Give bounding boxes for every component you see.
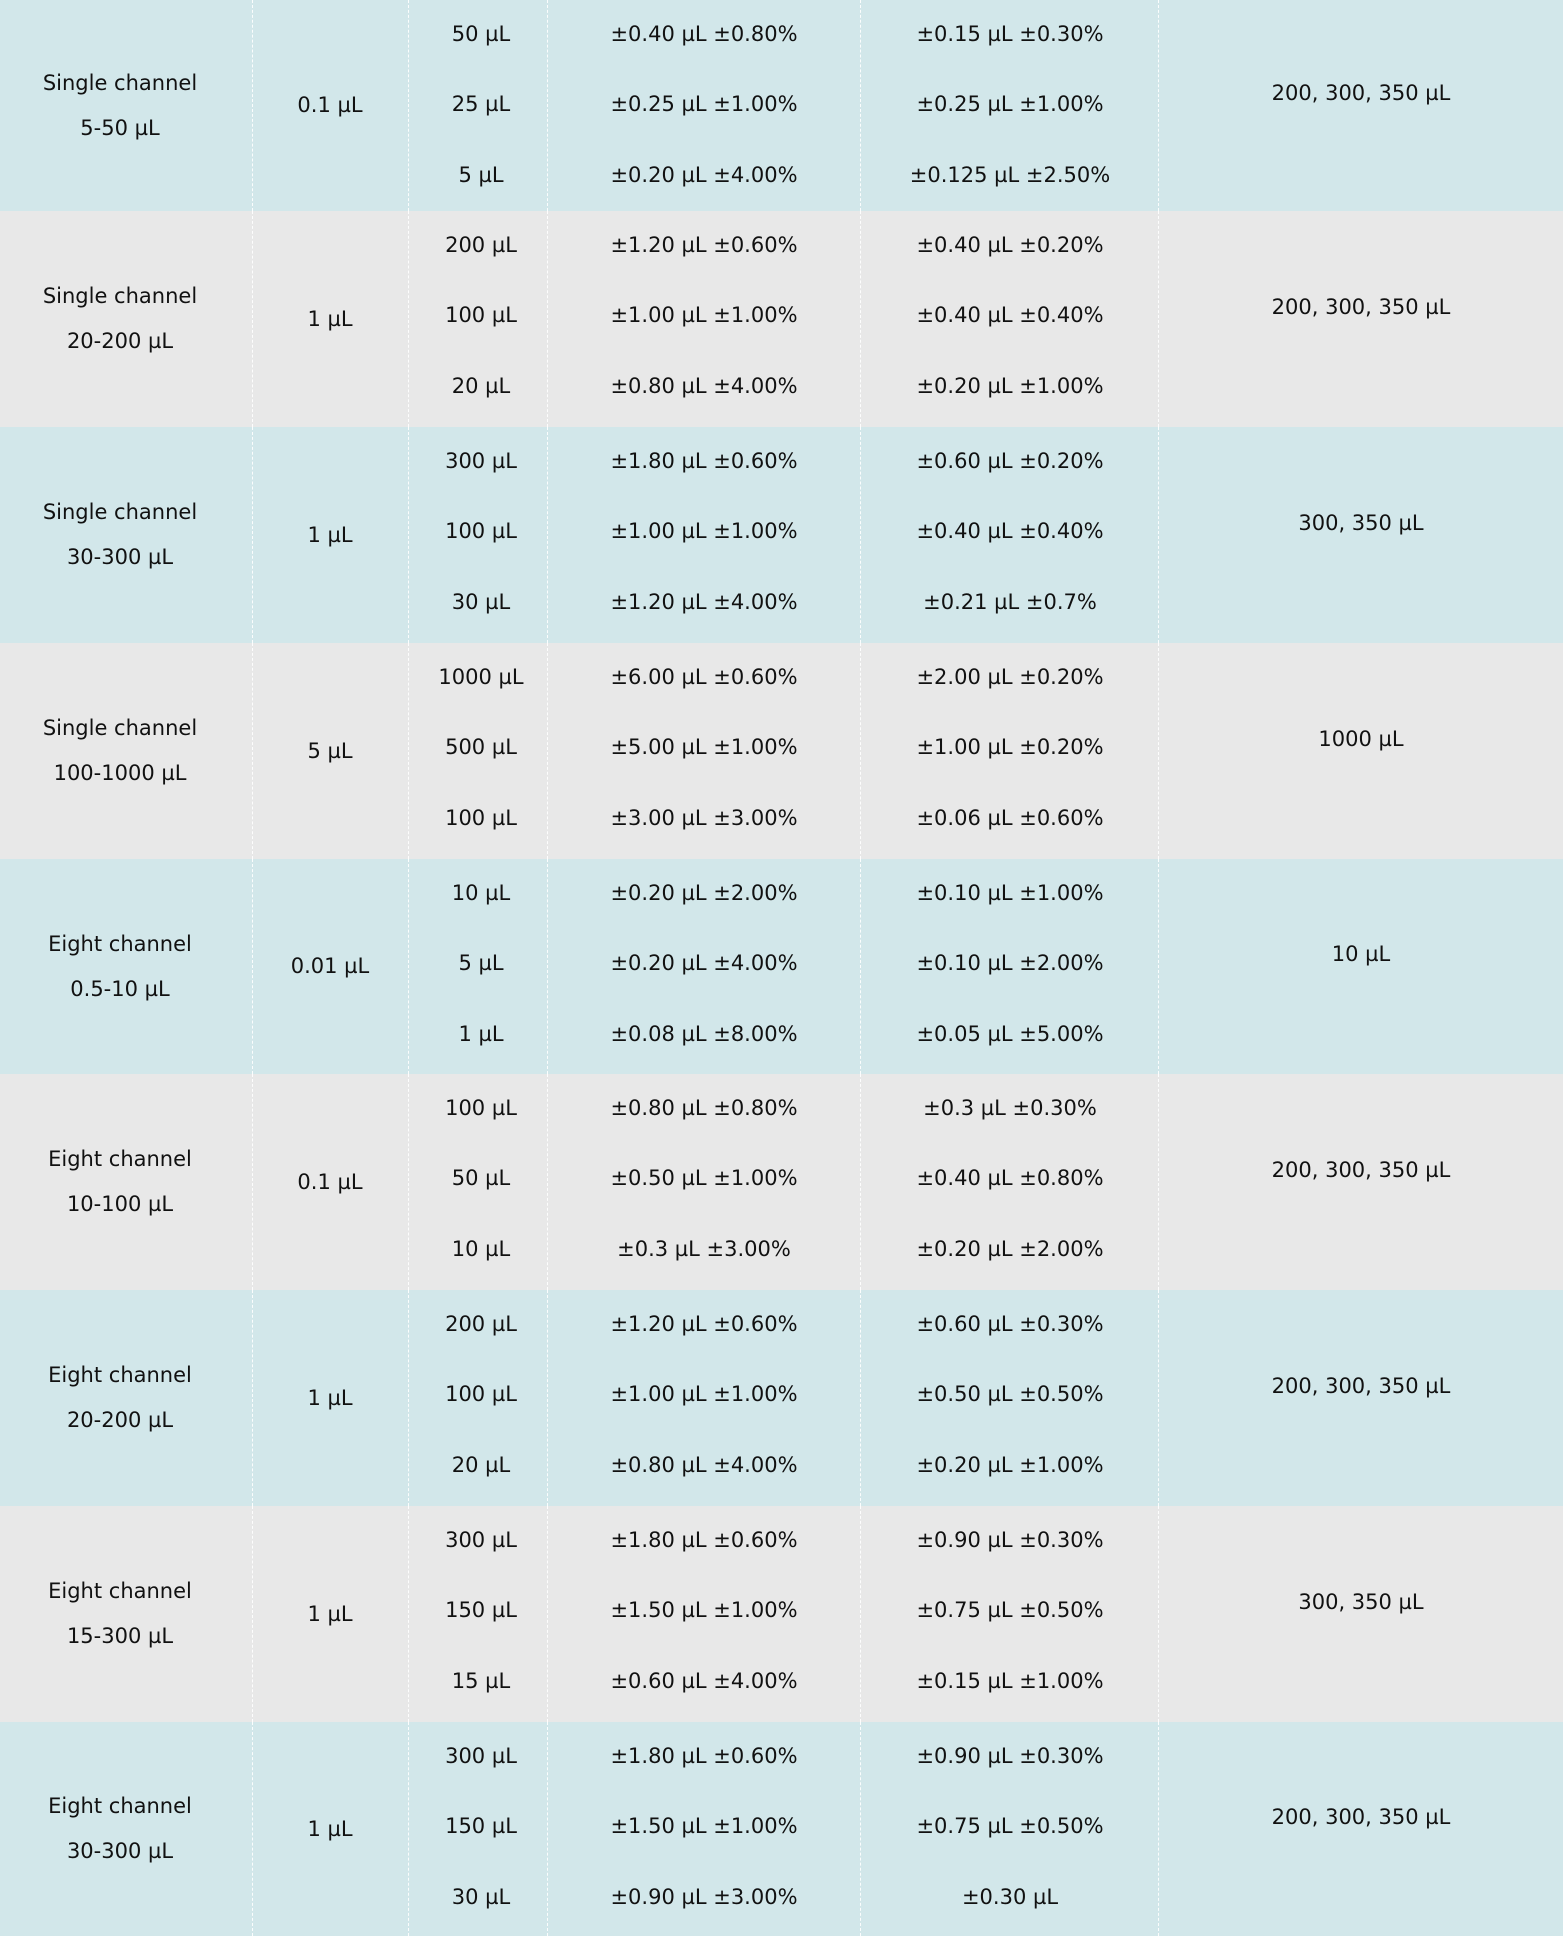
accuracy-cell: ±0.20 µL ±4.00% xyxy=(610,951,798,975)
column-divider xyxy=(252,643,253,859)
precision-cell: ±0.75 µL ±0.50% xyxy=(916,1598,1104,1622)
model-type: Single channel xyxy=(42,500,198,524)
volume-cell: 15 µL xyxy=(451,1669,511,1693)
column-divider xyxy=(408,1074,409,1290)
volume-cell: 25 µL xyxy=(451,92,511,116)
model-cell xyxy=(5,1569,235,1659)
model-cell xyxy=(5,922,235,1012)
increment-cell: 1 µL xyxy=(307,1816,353,1841)
precision-cell: ±0.10 µL ±2.00% xyxy=(916,951,1104,975)
accuracy-cell: ±0.80 µL ±4.00% xyxy=(610,1453,798,1477)
precision-cell: ±0.06 µL ±0.60% xyxy=(916,806,1104,830)
volume-cell: 500 µL xyxy=(445,735,517,759)
column-divider xyxy=(408,0,409,211)
column-divider xyxy=(547,1506,548,1722)
precision-cell: ±0.40 µL ±0.40% xyxy=(916,303,1104,327)
table-row xyxy=(0,0,1563,211)
volume-cell: 10 µL xyxy=(451,881,511,905)
precision-cell: ±0.25 µL ±1.00% xyxy=(916,92,1104,116)
table-row xyxy=(0,859,1563,1074)
accuracy-cell: ±1.80 µL ±0.60% xyxy=(610,1744,798,1768)
volume-cell: 30 µL xyxy=(451,1885,511,1909)
model-type: Single channel xyxy=(42,284,198,308)
model-cell xyxy=(5,706,235,796)
accuracy-cell: ±1.50 µL ±1.00% xyxy=(610,1598,798,1622)
accuracy-cell: ±0.80 µL ±0.80% xyxy=(610,1096,798,1120)
precision-cell: ±0.20 µL ±2.00% xyxy=(916,1237,1104,1261)
volume-cell: 50 µL xyxy=(451,22,511,46)
precision-cell: ±0.40 µL ±0.20% xyxy=(916,233,1104,257)
precision-cell: ±0.15 µL ±1.00% xyxy=(916,1669,1104,1693)
volume-cell: 100 µL xyxy=(445,1096,517,1120)
model-range: 100-1000 µL xyxy=(53,761,187,785)
column-divider xyxy=(408,427,409,643)
volume-cell: 300 µL xyxy=(445,449,517,473)
accuracy-cell: ±1.50 µL ±1.00% xyxy=(610,1814,798,1838)
table-row xyxy=(0,1074,1563,1290)
table-row xyxy=(0,211,1563,427)
precision-cell: ±0.20 µL ±1.00% xyxy=(916,1453,1104,1477)
column-divider xyxy=(547,1722,548,1936)
accuracy-cell: ±0.80 µL ±4.00% xyxy=(610,374,798,398)
accuracy-cell: ±0.20 µL ±2.00% xyxy=(610,881,798,905)
accuracy-cell: ±1.00 µL ±1.00% xyxy=(610,519,798,543)
model-type: Eight channel xyxy=(48,1363,192,1387)
precision-cell: ±0.60 µL ±0.20% xyxy=(916,449,1104,473)
model-range: 0.5-10 µL xyxy=(70,976,170,1001)
accuracy-cell: ±1.00 µL ±1.00% xyxy=(610,1382,798,1406)
accuracy-cell: ±0.50 µL ±1.00% xyxy=(610,1166,798,1190)
precision-cell: ±0.60 µL ±0.30% xyxy=(916,1312,1104,1336)
table-row xyxy=(0,1506,1563,1722)
increment-cell: 1 µL xyxy=(307,306,353,331)
volume-cell: 20 µL xyxy=(451,1453,511,1477)
column-divider xyxy=(547,427,548,643)
volume-cell: 100 µL xyxy=(445,519,517,543)
column-divider xyxy=(408,211,409,427)
precision-cell: ±0.3 µL ±0.30% xyxy=(923,1096,1097,1120)
column-divider xyxy=(252,1290,253,1506)
volume-cell: 200 µL xyxy=(445,1312,517,1336)
column-divider xyxy=(252,0,253,211)
accuracy-cell: ±0.40 µL ±0.80% xyxy=(610,22,798,46)
precision-cell: ±2.00 µL ±0.20% xyxy=(916,665,1104,689)
precision-cell: ±0.90 µL ±0.30% xyxy=(916,1744,1104,1768)
table-row xyxy=(0,1290,1563,1506)
model-cell xyxy=(5,1353,235,1443)
precision-cell: ±0.30 µL xyxy=(961,1885,1059,1909)
accuracy-cell: ±0.20 µL ±4.00% xyxy=(610,163,798,187)
column-divider xyxy=(408,1722,409,1936)
column-divider xyxy=(252,211,253,427)
accuracy-cell: ±6.00 µL ±0.60% xyxy=(610,665,798,689)
accuracy-cell: ±1.00 µL ±1.00% xyxy=(610,303,798,327)
volume-cell: 100 µL xyxy=(445,1382,517,1406)
column-divider xyxy=(252,427,253,643)
volume-cell: 150 µL xyxy=(445,1598,517,1622)
volume-cell: 300 µL xyxy=(445,1528,517,1552)
volume-cell: 5 µL xyxy=(458,163,504,187)
precision-cell: ±0.75 µL ±0.50% xyxy=(916,1814,1104,1838)
column-divider xyxy=(547,1074,548,1290)
increment-cell: 0.01 µL xyxy=(290,954,370,978)
column-divider xyxy=(408,859,409,1074)
precision-cell: ±0.90 µL ±0.30% xyxy=(916,1528,1104,1552)
volume-cell: 300 µL xyxy=(445,1744,517,1768)
model-range: 30-300 µL xyxy=(66,1839,174,1863)
compatible-tips-cell: 10 µL xyxy=(1331,942,1391,966)
model-cell xyxy=(5,61,235,151)
compatible-tips-cell: 200, 300, 350 µL xyxy=(1271,1373,1451,1398)
precision-cell: ±0.40 µL ±0.40% xyxy=(916,519,1104,543)
accuracy-cell: ±0.08 µL ±8.00% xyxy=(610,1022,798,1046)
accuracy-cell: ±0.25 µL ±1.00% xyxy=(610,92,798,116)
compatible-tips-cell: 1000 µL xyxy=(1318,726,1404,751)
volume-cell: 150 µL xyxy=(445,1814,517,1838)
column-divider xyxy=(252,859,253,1074)
volume-cell: 200 µL xyxy=(445,233,517,257)
model-range: 5-50 µL xyxy=(80,115,160,140)
accuracy-cell: ±1.20 µL ±0.60% xyxy=(610,233,798,257)
precision-cell: ±0.05 µL ±5.00% xyxy=(916,1022,1104,1046)
model-type: Single channel xyxy=(42,716,198,740)
column-divider xyxy=(408,643,409,859)
accuracy-cell: ±1.20 µL ±4.00% xyxy=(610,590,798,614)
volume-cell: 5 µL xyxy=(458,951,504,975)
volume-cell: 1 µL xyxy=(458,1022,504,1046)
volume-cell: 30 µL xyxy=(451,590,511,614)
column-divider xyxy=(547,643,548,859)
compatible-tips-cell: 300, 350 µL xyxy=(1298,1589,1424,1614)
column-divider xyxy=(408,1506,409,1722)
volume-cell: 10 µL xyxy=(451,1237,511,1261)
accuracy-cell: ±5.00 µL ±1.00% xyxy=(610,735,798,759)
precision-cell: ±0.10 µL ±1.00% xyxy=(916,881,1104,905)
column-divider xyxy=(547,0,548,211)
model-type: Eight channel xyxy=(48,1147,192,1171)
model-range: 20-200 µL xyxy=(66,1408,174,1432)
model-cell xyxy=(5,274,235,364)
accuracy-cell: ±0.60 µL ±4.00% xyxy=(610,1669,798,1693)
accuracy-cell: ±0.3 µL ±3.00% xyxy=(617,1237,791,1261)
model-type: Eight channel xyxy=(48,1579,192,1603)
compatible-tips-cell: 200, 300, 350 µL xyxy=(1271,81,1451,105)
precision-cell: ±0.15 µL ±0.30% xyxy=(916,22,1104,46)
model-type: Eight channel xyxy=(48,931,192,956)
volume-cell: 1000 µL xyxy=(438,665,524,689)
increment-cell: 1 µL xyxy=(307,522,353,547)
volume-cell: 100 µL xyxy=(445,806,517,830)
model-range: 30-300 µL xyxy=(66,545,174,569)
volume-cell: 50 µL xyxy=(451,1166,511,1190)
model-cell xyxy=(5,490,235,580)
model-range: 15-300 µL xyxy=(66,1624,174,1648)
precision-cell: ±0.50 µL ±0.50% xyxy=(916,1382,1104,1406)
increment-cell: 0.1 µL xyxy=(297,93,363,117)
precision-cell: ±1.00 µL ±0.20% xyxy=(916,735,1104,759)
column-divider xyxy=(252,1506,253,1722)
increment-cell: 0.1 µL xyxy=(297,1169,363,1194)
accuracy-cell: ±1.80 µL ±0.60% xyxy=(610,449,798,473)
precision-cell: ±0.21 µL ±0.7% xyxy=(923,590,1097,614)
accuracy-cell: ±3.00 µL ±3.00% xyxy=(610,806,798,830)
compatible-tips-cell: 200, 300, 350 µL xyxy=(1271,294,1451,319)
model-cell xyxy=(5,1137,235,1227)
volume-cell: 20 µL xyxy=(451,374,511,398)
model-type: Single channel xyxy=(42,70,198,95)
column-divider xyxy=(547,1290,548,1506)
model-range: 20-200 µL xyxy=(66,329,174,353)
compatible-tips-cell: 300, 350 µL xyxy=(1298,510,1424,535)
column-divider xyxy=(547,859,548,1074)
column-divider xyxy=(252,1074,253,1290)
accuracy-cell: ±1.80 µL ±0.60% xyxy=(610,1528,798,1552)
increment-cell: 1 µL xyxy=(307,1601,353,1626)
increment-cell: 5 µL xyxy=(307,738,353,763)
accuracy-cell: ±0.90 µL ±3.00% xyxy=(610,1885,798,1909)
compatible-tips-cell: 200, 300, 350 µL xyxy=(1271,1157,1451,1182)
accuracy-cell: ±1.20 µL ±0.60% xyxy=(610,1312,798,1336)
table-row xyxy=(0,1722,1563,1936)
column-divider xyxy=(252,1722,253,1936)
precision-cell: ±0.40 µL ±0.80% xyxy=(916,1166,1104,1190)
increment-cell: 1 µL xyxy=(307,1385,353,1410)
model-cell xyxy=(5,1784,235,1874)
column-divider xyxy=(408,1290,409,1506)
column-divider xyxy=(547,211,548,427)
model-type: Eight channel xyxy=(48,1794,192,1818)
volume-cell: 100 µL xyxy=(445,303,517,327)
precision-cell: ±0.125 µL ±2.50% xyxy=(909,163,1111,187)
table-row xyxy=(0,427,1563,643)
model-range: 10-100 µL xyxy=(66,1192,174,1216)
compatible-tips-cell: 200, 300, 350 µL xyxy=(1271,1804,1451,1829)
precision-cell: ±0.20 µL ±1.00% xyxy=(916,374,1104,398)
table-row xyxy=(0,643,1563,859)
